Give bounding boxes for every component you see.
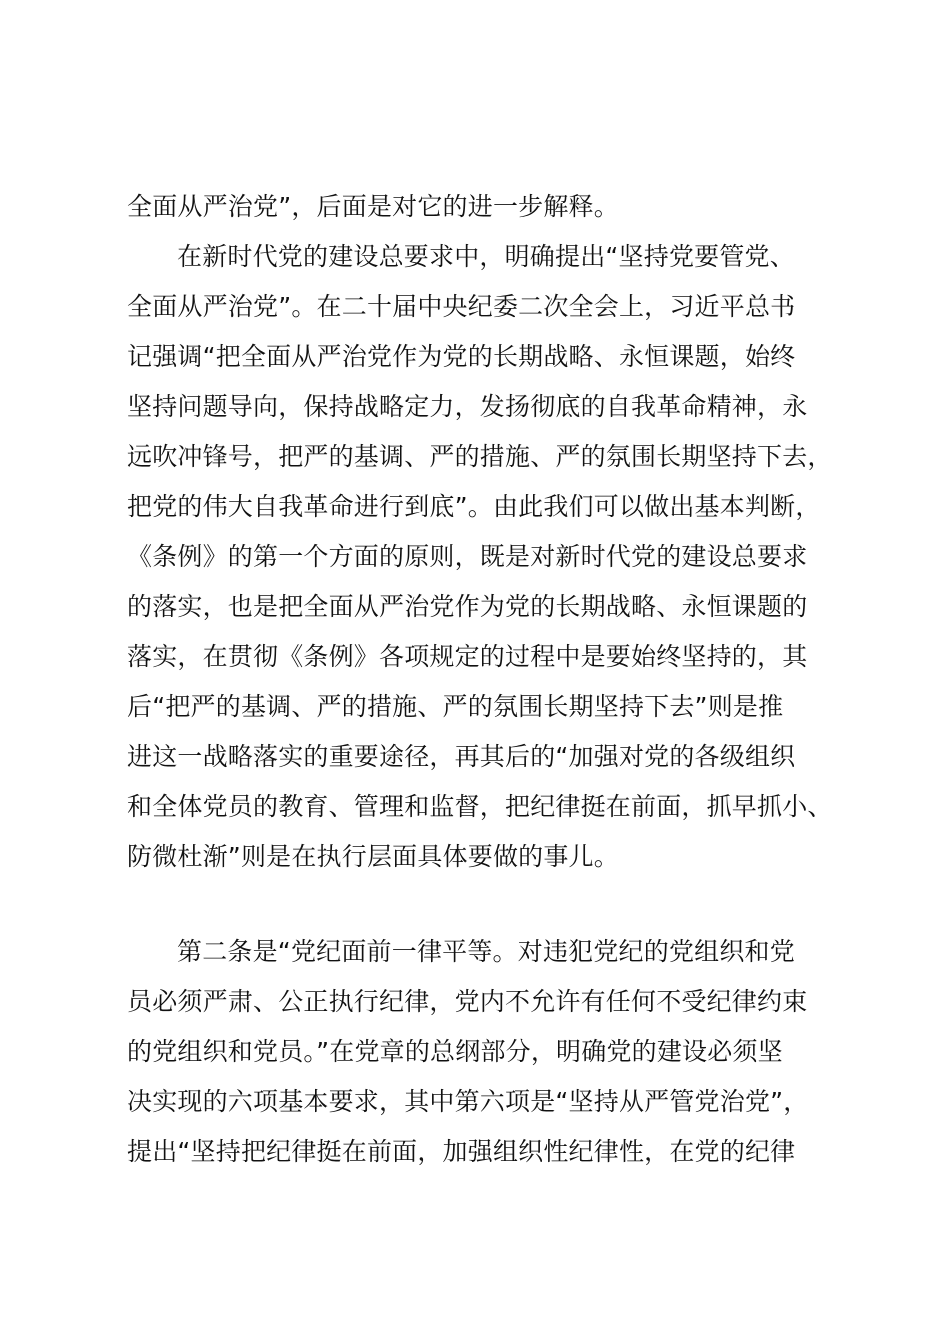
text-line: 落实，在贯彻《条例》各项规定的过程中是要始终坚持的，其 xyxy=(127,642,808,671)
text-line: 的落实，也是把全面从严治党作为党的长期战略、永恒课题的 xyxy=(127,592,808,621)
text-line: 远吹冲锋号，把严的基调、严的措施、严的氛围长期坚持下去， xyxy=(127,442,833,471)
text-line: 决实现的六项基本要求，其中第六项是“坚持从严管党治党”， xyxy=(127,1087,809,1116)
text-line: 《条例》的第一个方面的原则，既是对新时代党的建设总要求 xyxy=(127,542,808,571)
text-line: 坚持问题导向，保持战略定力，发扬彻底的自我革命精神，永 xyxy=(127,392,808,421)
text-line: 提出“坚持把纪律挺在前面，加强组织性纪律性，在党的纪律 xyxy=(127,1137,796,1166)
text-line: 在新时代党的建设总要求中，明确提出“坚持党要管党、 xyxy=(177,242,795,271)
text-line: 全面从严治党”。在二十届中央纪委二次全会上，习近平总书 xyxy=(127,292,796,321)
text-line: 后“把严的基调、严的措施、严的氛围长期坚持下去”则是推 xyxy=(127,692,784,721)
text-line: 的党组织和党员。”在党章的总纲部分，明确党的建设必须坚 xyxy=(127,1037,783,1066)
text-line: 全面从严治党”，后面是对它的进一步解释。 xyxy=(127,192,619,221)
text-line: 记强调“把全面从严治党作为党的长期战略、永恒课题，始终 xyxy=(127,342,796,371)
paragraph-overall-requirements xyxy=(127,232,867,882)
paragraph-article-two xyxy=(127,927,867,1177)
text-line: 进这一战略落实的重要途径，再其后的“加强对党的各级组织 xyxy=(127,742,796,771)
text-line: 员必须严肃、公正执行纪律，党内不允许有任何不受纪律约束 xyxy=(127,987,808,1016)
text-line: 把党的伟大自我革命进行到底”。由此我们可以做出基本判断， xyxy=(127,492,821,521)
text-line: 第二条是“党纪面前一律平等。对违犯党纪的党组织和党 xyxy=(177,937,795,966)
text-line: 防微杜渐”则是在执行层面具体要做的事儿。 xyxy=(127,842,619,871)
paragraph-continuation xyxy=(127,182,867,232)
text-line: 和全体党员的教育、管理和监督，把纪律挺在前面，抓早抓小、 xyxy=(127,792,833,821)
